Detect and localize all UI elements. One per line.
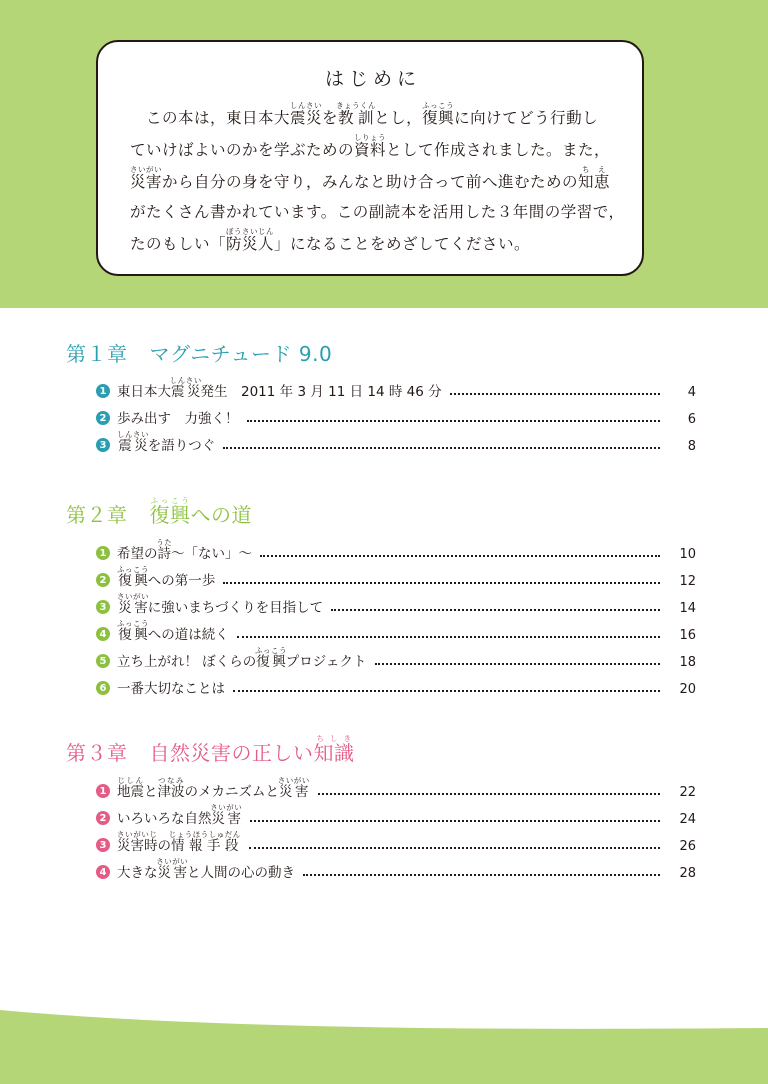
toc-entry[interactable] [96, 774, 696, 801]
dot-leader [250, 820, 660, 822]
toc-entry[interactable] [96, 801, 696, 828]
page-number: 20 [679, 682, 696, 697]
item-number-badge: 6 [96, 681, 110, 695]
intro-line: がたくさん書かれています。この副読本を活用した３年間の学習で， [130, 203, 625, 221]
dot-leader [237, 636, 660, 638]
toc-entry-title: 歩み出す 力強く！ [117, 411, 239, 427]
page-number: 26 [679, 839, 696, 854]
page-number: 8 [687, 439, 696, 454]
toc-entry-title: 復興ふっこうへの第一歩 [117, 565, 216, 589]
toc-entry[interactable] [96, 590, 696, 617]
toc-entry-title: 復興ふっこうへの道は続く [117, 619, 229, 643]
item-number-badge: 1 [96, 784, 110, 798]
page-number: 14 [679, 601, 696, 616]
item-number-badge: 2 [96, 811, 110, 825]
toc-entry-title: いろいろな自然災害さいがい [117, 803, 243, 827]
dot-leader [318, 793, 660, 795]
item-number-badge: 4 [96, 865, 110, 879]
toc-entry-title: 立ち上がれ！ ぼくらの復興ふっこうプロジェクト [117, 646, 367, 670]
toc-entry-title: 災害さいがいに強いまちづくりを目指して [117, 592, 324, 616]
page-number: 10 [679, 547, 696, 562]
bottom-green-wave [0, 990, 768, 1084]
intro-line: この本は，東日本大震災しんさいを教訓きょうくんとし，復興ふっこうに向けてどう行動し [130, 101, 599, 127]
item-number-badge: 3 [96, 838, 110, 852]
chapter-number: 第３章 [66, 741, 128, 765]
intro-line: ていけばよいのかを学ぶための資料しりょうとして作成されました。また， [130, 133, 611, 159]
introduction-box [96, 40, 644, 276]
toc-entry-title: 希望の詩うた〜「ない」〜 [117, 538, 252, 562]
intro-line: たのもしい「防災人ぼうさいじん」になることをめざしてください。 [130, 227, 531, 253]
page-number: 24 [679, 812, 696, 827]
dot-leader [260, 555, 660, 557]
toc-entry[interactable] [96, 828, 696, 855]
toc-entry[interactable] [96, 644, 696, 671]
chapter-2-toc [96, 536, 696, 698]
dot-leader [223, 447, 660, 449]
intro-title: はじめに [324, 68, 421, 90]
toc-entry[interactable] [96, 855, 696, 882]
chapter-number: 第２章 [66, 503, 128, 527]
dot-leader [375, 663, 660, 665]
page-number: 6 [687, 412, 696, 427]
page-number: 16 [679, 628, 696, 643]
item-number-badge: 3 [96, 600, 110, 614]
toc-entry[interactable] [96, 536, 696, 563]
item-number-badge: 1 [96, 546, 110, 560]
item-number-badge: 3 [96, 438, 110, 452]
toc-entry[interactable] [96, 401, 696, 428]
item-number-badge: 4 [96, 627, 110, 641]
item-number-badge: 5 [96, 654, 110, 668]
chapter-title: 復興ふっこうへの道 [149, 496, 252, 527]
page-number: 22 [679, 785, 696, 800]
toc-entry-title: 震災しんさいを語りつぐ [117, 430, 216, 454]
toc-entry-title: 災害時さいがいじの情報手段じょうほうしゅだん [117, 830, 241, 854]
toc-entry-title: 東日本大震災しんさい発生 2011 年 3 月 11 日 14 時 46 分 [117, 376, 442, 400]
toc-entry[interactable] [96, 671, 696, 698]
dot-leader [331, 609, 660, 611]
toc-entry[interactable] [96, 617, 696, 644]
page-number: 18 [679, 655, 696, 670]
dot-leader [223, 582, 660, 584]
chapter-title: 自然災害の正しい知識ちしき [149, 734, 355, 765]
intro-line: 災害さいがいから自分の身を守り，みんなと助け合って前へ進むための知恵ちえ [130, 165, 611, 191]
item-number-badge: 2 [96, 573, 110, 587]
dot-leader [247, 420, 661, 422]
toc-entry[interactable] [96, 374, 696, 401]
toc-entry-title: 地震じしんと津波つなみのメカニズムと災害さいがい [117, 776, 310, 800]
page-number: 28 [679, 866, 696, 881]
chapter-title: マグニチュード 9.0 [149, 342, 333, 366]
toc-entry[interactable] [96, 428, 696, 455]
toc-entry-title: 大きな災害さいがいと人間の心の動き [117, 857, 295, 881]
toc-entry[interactable] [96, 563, 696, 590]
chapter-3-heading[interactable] [66, 734, 355, 766]
intro-body [130, 101, 625, 259]
item-number-badge: 2 [96, 411, 110, 425]
dot-leader [249, 847, 660, 849]
page-number: 12 [679, 574, 696, 589]
chapter-number: 第１章 [66, 342, 128, 366]
chapter-3-toc [96, 774, 696, 882]
chapter-1-heading[interactable] [66, 338, 332, 367]
chapter-2-heading[interactable] [66, 496, 252, 528]
chapter-1-toc [96, 374, 696, 455]
toc-entry-title: 一番大切なことは [117, 681, 225, 697]
dot-leader [233, 690, 660, 692]
dot-leader [450, 393, 660, 395]
page-number: 4 [687, 385, 696, 400]
dot-leader [303, 874, 660, 876]
item-number-badge: 1 [96, 384, 110, 398]
